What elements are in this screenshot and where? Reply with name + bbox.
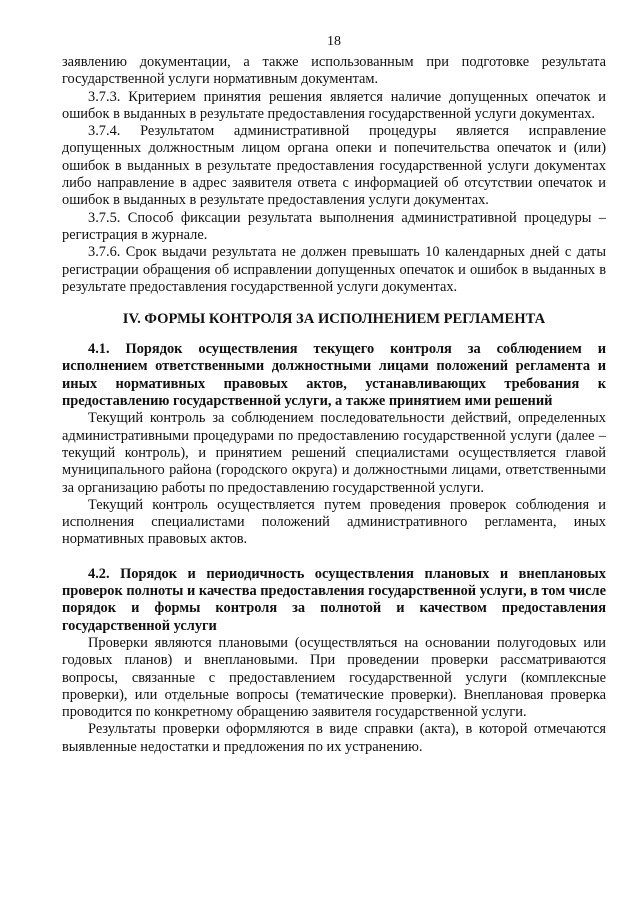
subsection-4-2-paragraph-2: Результаты проверки оформляются в виде справки (акта), в которой отмечаются выявленные недостатки и предложения по их устранению. [62,721,606,755]
paragraph-3-7-6: 3.7.6. Срок выдачи результата не должен превышать 10 календарных дней с даты регистрации обращения об исправлении допущенных опечаток и ошибок в выданных в результате предоставления государственной услуги документах. [62,244,606,295]
subsection-4-1-paragraph-2: Текущий контроль осуществляется путем проведения проверок соблюдения и исполнения специалистами положений административного регламента, иных нормативных правовых актов. [62,496,606,548]
paragraph-continuation: заявлению документации, а также использованным при подготовке результата государственной услуги нормативным документам. [62,54,606,88]
subsection-4-2-heading: 4.2. Порядок и периодичность осуществления плановых и внеплановых проверок полноты и качества предоставления государственной услуги, в том числе порядок и формы контроля за полнотой и качеством предоставления государственной услуги [62,565,606,634]
page-number: 18 [327,34,341,49]
spacer [62,549,606,566]
section-title: IV. ФОРМЫ КОНТРОЛЯ ЗА ИСПОЛНЕНИЕМ РЕГЛАМЕНТА [122,311,546,328]
subsection-4-2-paragraph-1: Проверки являются плановыми (осуществляться на основании полугодовых или годовых планов) и внеплановыми. При проведении проверки рассматриваются вопросы, связанные с предоставлением государственной услуги (комплексные проверки), или отдельные вопросы (тематические проверки). Внеплановая проверка проводится по конкретному обращению заявителя государственной услуги. [62,634,606,721]
paragraph-3-7-5: 3.7.5. Способ фиксации результата выполнения административной процедуры – регистрация в журнале. [62,209,606,243]
paragraph-3-7-4: 3.7.4. Результатом административной процедуры является исправление допущенных должностным лицом органа опеки и попечительства опечаток и (или) ошибок в выданных в результате предоставления государственной услуги документах либо направление в адрес заявителя ответа с информацией об отсутствии опечаток и ошибок в выданных в результате предоставления услуги документах. [62,123,606,209]
subsection-4-1-heading: 4.1. Порядок осуществления текущего контроля за соблюдением и исполнением ответственными должностными лицами положений регламента и иных нормативных правовых актов, устанавливающих требования к предоставлению государственной услуги, а также принятием ими решений [62,341,606,410]
subsection-4-1-paragraph-1: Текущий контроль за соблюдением последовательности действий, определенных административными процедурами по предоставлению государственной услуги (далее – текущий контроль), и принятием решений специалистами осуществляется главой муниципального района (городского округа) и должностными лицами, ответственными за организацию работы по предоставлению государственной услуги. [62,410,606,496]
paragraph-3-7-3: 3.7.3. Критерием принятия решения является наличие допущенных опечаток и ошибок в выданных в результате предоставления государственной услуги документах. [62,88,606,122]
